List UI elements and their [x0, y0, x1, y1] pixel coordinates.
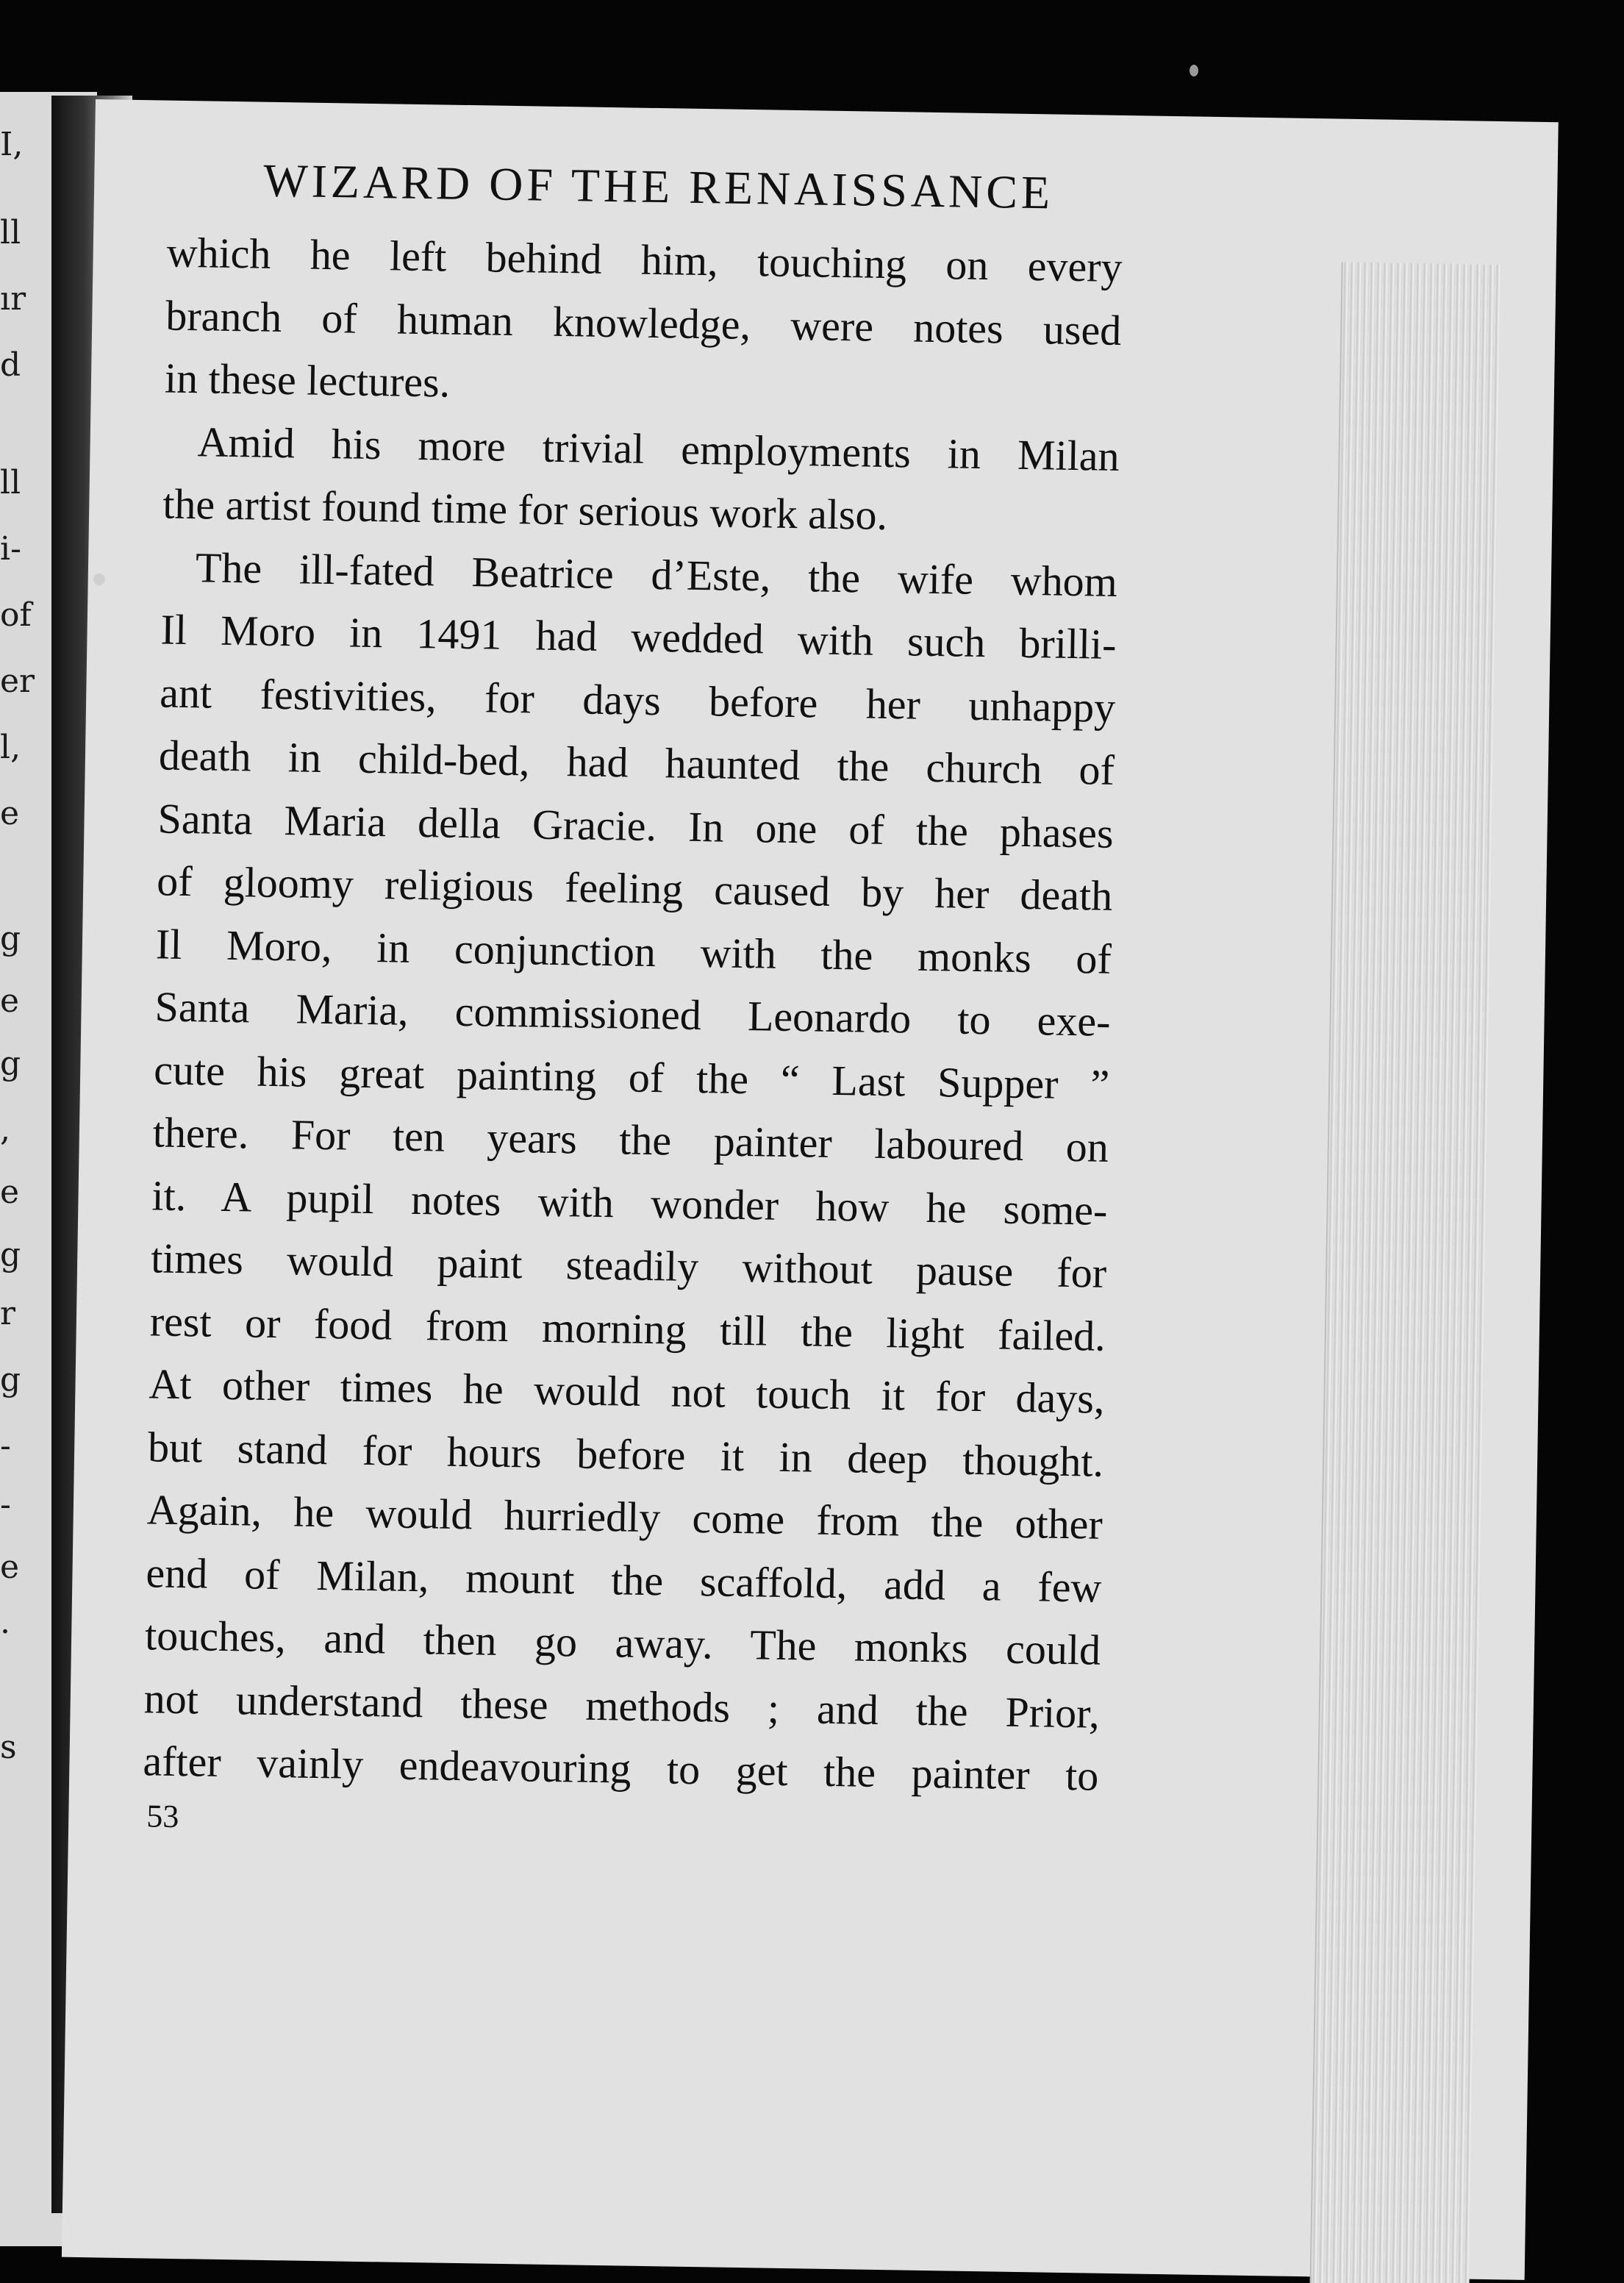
text-line: of gloomy religious feeling caused by her death [156, 857, 1113, 920]
text-line: the artist found time for serious work also. [162, 479, 888, 539]
previous-page-fragment: l, [0, 729, 21, 766]
text-line: it. A pupil notes with wonder how he some- [151, 1171, 1108, 1235]
text-line: end of Milan, mount the scaffold, add a few [146, 1548, 1102, 1612]
previous-page-fragment: r [0, 1295, 16, 1332]
text-line: cute his great painting of the “ Last Supper ” [153, 1045, 1110, 1109]
body-text [143, 221, 1123, 1808]
text-line: Il Moro in 1491 had wedded with such brilli- [160, 605, 1117, 668]
page-number: 53 [146, 1797, 179, 1834]
previous-page-fragment: g [0, 1236, 21, 1273]
previous-page-fragment: e [0, 982, 20, 1020]
text-line: rest or food from morning till the light failed. [149, 1296, 1106, 1360]
text-line: Again, he would hurriedly come from the other [146, 1485, 1103, 1548]
page-stack-edge [1309, 262, 1501, 2283]
book-page [62, 99, 1559, 2280]
previous-page-fragment: , [0, 1111, 10, 1148]
text-line: death in child-bed, had haunted the church of [158, 731, 1115, 794]
text-line: not understand these methods ; and the Prior, [143, 1673, 1101, 1737]
text-line: times would paint steadily without pause for [150, 1234, 1107, 1297]
text-line: after vainly endeavouring to get the painter to [143, 1737, 1099, 1800]
previous-page-fragment: ll [0, 214, 21, 251]
previous-page-fragment: e [0, 1173, 20, 1211]
dust-speck [93, 574, 105, 585]
previous-page-fragment: e [0, 1548, 20, 1586]
previous-page-fragment: g [0, 920, 21, 957]
text-line: touches, and then go away. The monks could [144, 1611, 1101, 1674]
previous-page-fragment: of [0, 596, 32, 634]
previous-page-fragment: g [0, 1361, 21, 1398]
text-line: but stand for hours before it in deep thought. [147, 1422, 1104, 1486]
previous-page-fragment: er [0, 662, 35, 700]
text-line: Santa Maria, commissioned Leonardo to exe- [154, 982, 1111, 1046]
previous-page-fragment: d [0, 346, 21, 384]
previous-page-fragment: ır [0, 280, 26, 318]
previous-page-fragment: i- [0, 530, 21, 568]
text-line: Il Moro, in conjunction with the monks of [155, 919, 1112, 983]
text-line: there. For ten years the painter laboured on [152, 1108, 1109, 1171]
text-line: ant festivities, for days before her unhappy [159, 668, 1116, 732]
dust-speck [1190, 65, 1198, 76]
text-line: Santa Maria della Gracie. In one of the phases [157, 793, 1115, 857]
previous-page-fragment: e [0, 795, 20, 832]
previous-page-fragment: s [0, 1729, 17, 1766]
text-line: which he left behind him, touching on every [166, 228, 1123, 291]
previous-page-fragment: - [0, 1427, 11, 1465]
text-line: branch of human knowledge, were notes used [165, 291, 1122, 354]
text-line: in these lectures. [164, 354, 451, 407]
previous-page-fragment: g [0, 1045, 21, 1082]
running-head: WIZARD OF THE RENAISSANCE [262, 154, 1054, 219]
text-line: At other times he would not touch it for days, [149, 1360, 1105, 1423]
text-line: The ill-fated Beatrice d’Este, the wife whom [195, 543, 1118, 606]
text-line: Amid his more trivial employments in Milan [197, 417, 1120, 480]
previous-page-fragment: ll [0, 464, 21, 501]
text-block [142, 152, 1124, 1850]
previous-page-fragment: . [0, 1604, 10, 1641]
previous-page-fragment: I, [0, 126, 24, 163]
previous-page-fragment: - [0, 1486, 11, 1523]
